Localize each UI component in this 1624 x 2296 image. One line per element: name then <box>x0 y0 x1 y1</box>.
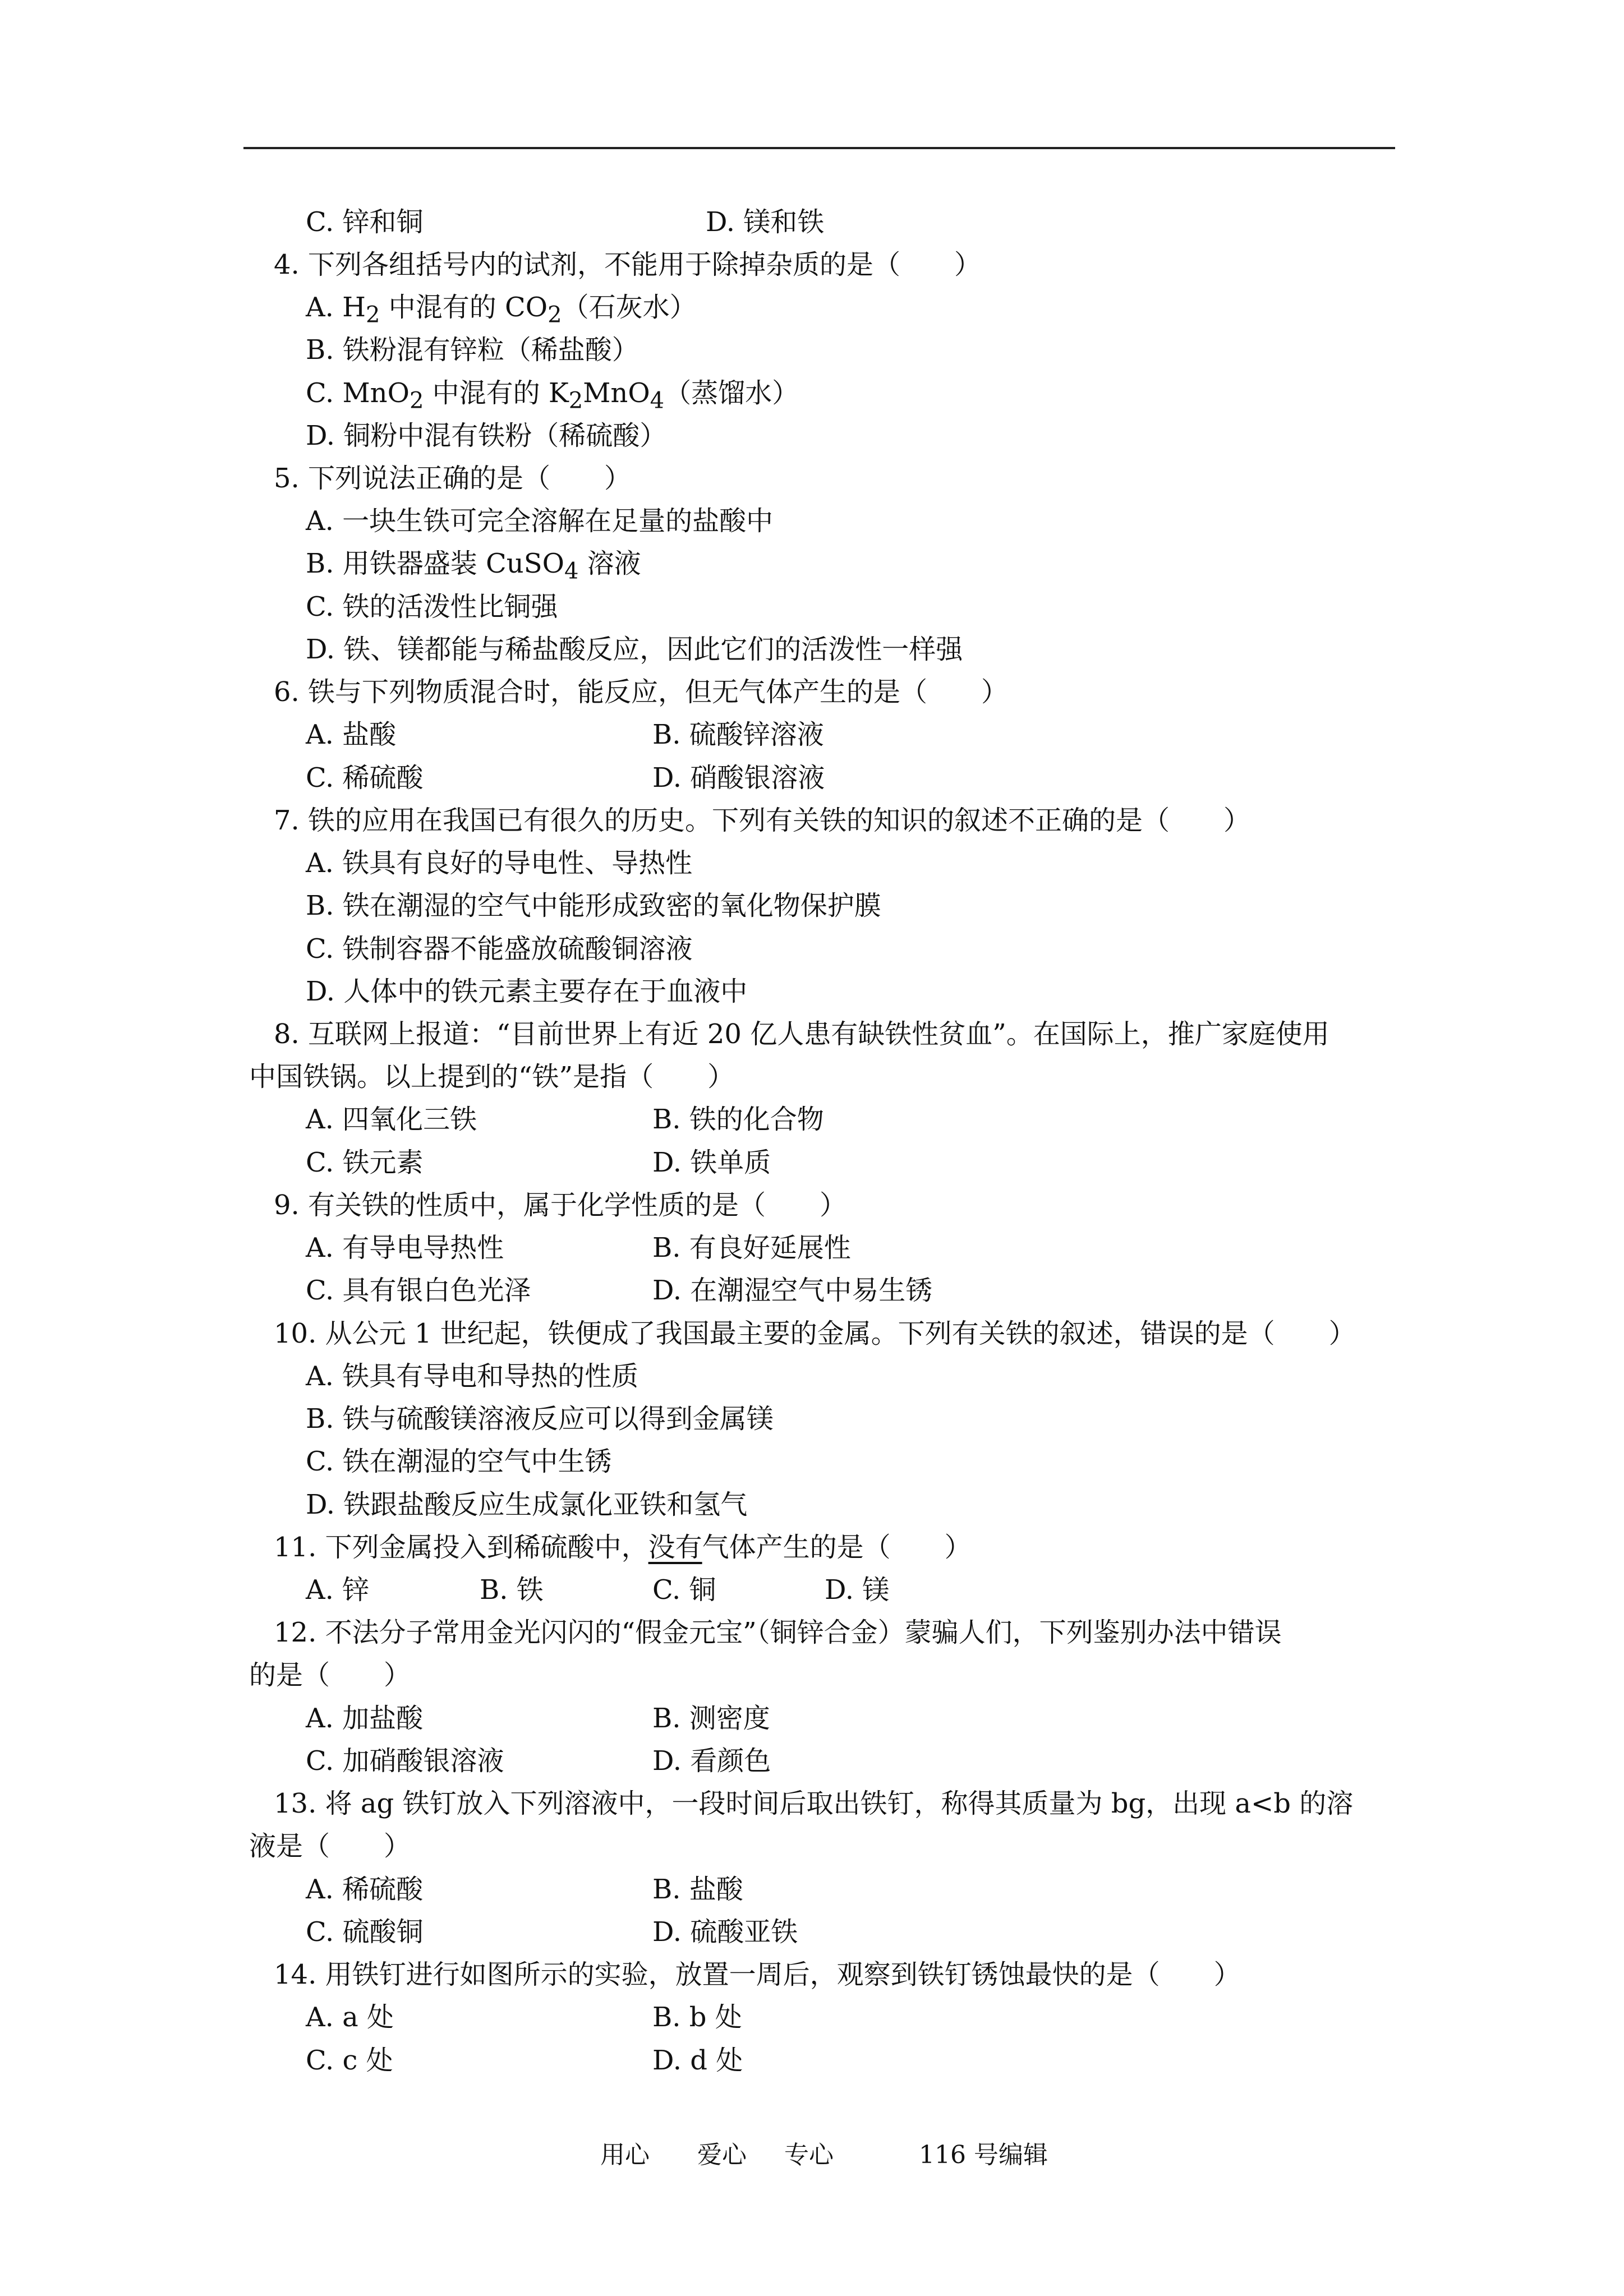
q14-option-b: B. b 处 <box>652 2002 742 2033</box>
q14-option-a: A. a 处 <box>306 2002 394 2033</box>
q12-option-a: A. 加盐酸 <box>306 1703 424 1734</box>
q14-option-d: D. d 处 <box>652 2045 743 2076</box>
footer-word-1: 用心 <box>600 2141 650 2169</box>
q13-option-c: C. 硫酸铜 <box>306 1916 424 1948</box>
q12-option-b: B. 测密度 <box>652 1703 770 1734</box>
q8-stem-continued: 中国铁锅。以上提到的“铁”是指（ ） <box>249 1061 735 1092</box>
q12-option-c: C. 加硝酸银溶液 <box>306 1745 504 1777</box>
q13-option-a: A. 稀硫酸 <box>306 1874 424 1905</box>
footer-word-3: 专心 <box>784 2141 834 2169</box>
q11-option-d: D. 镁 <box>825 1574 890 1606</box>
q7-option-a: A. 铁具有良好的导电性、导热性 <box>306 847 693 879</box>
q11-option-c: C. 铜 <box>652 1574 716 1606</box>
footer-word-2: 爱心 <box>697 2141 747 2169</box>
q7-stem: 7. 铁的应用在我国已有很久的历史。下列有关铁的知识的叙述不正确的是（ ） <box>274 805 1251 836</box>
q11-stem: 11. 下列金属投入到稀硫酸中，没有气体产生的是（ ） <box>274 1532 972 1563</box>
q4-option-c: C. MnO$_2$ 中混有的 $K_2MnO_4$（蒸馏水） <box>306 377 799 414</box>
footer-editor-note: 116 号编辑 <box>919 2141 1048 2169</box>
q11-option-a: A. 锌 <box>306 1574 370 1606</box>
q9-option-a: A. 有导电导热性 <box>306 1232 504 1264</box>
q10-stem: 10. 从公元 1 世纪起，铁便成了我国最主要的金属。下列有关铁的叙述，错误的是（ ） <box>274 1318 1356 1349</box>
q10-option-d: D. 铁跟盐酸反应生成氯化亚铁和氢气 <box>306 1489 748 1520</box>
q6-option-a: A. 盐酸 <box>306 719 397 750</box>
q12-stem: 12. 不法分子常用金光闪闪的“假金元宝”（铜锌合金）蒙骗人们，下列鉴别办法中错误 <box>274 1617 1282 1648</box>
q7-option-d: D. 人体中的铁元素主要存在于血液中 <box>306 976 748 1007</box>
q12-stem-continued: 的是（ ） <box>249 1659 411 1691</box>
q4-option-b: B. 铁粉混有锌粒（稀盐酸） <box>306 334 639 366</box>
q8-option-a: A. 四氧化三铁 <box>306 1104 477 1135</box>
q14-stem: 14. 用铁钉进行如图所示的实验，放置一周后，观察到铁钉锈蚀最快的是（ ） <box>274 1959 1241 1990</box>
q7-option-b: B. 铁在潮湿的空气中能形成致密的氧化物保护膜 <box>306 890 881 921</box>
q3-option-d: D. 镁和铁 <box>706 206 825 238</box>
q6-stem: 6. 铁与下列物质混合时，能反应，但无气体产生的是（ ） <box>274 676 1009 708</box>
q8-option-c: C. 铁元素 <box>306 1147 424 1178</box>
q5-option-a: A. 一块生铁可完全溶解在足量的盐酸中 <box>306 505 774 537</box>
q4-stem: 4. 下列各组括号内的试剂，不能用于除掉杂质的是（ ） <box>274 249 982 280</box>
q9-option-d: D. 在潮湿空气中易生锈 <box>652 1275 933 1306</box>
q11-option-b: B. 铁 <box>480 1574 544 1606</box>
q6-option-c: C. 稀硫酸 <box>306 762 424 794</box>
q5-option-b: B. 用铁器盛装 CuSO$_4$ 溶液 <box>306 548 641 584</box>
q8-option-b: B. 铁的化合物 <box>652 1104 824 1135</box>
header-rule <box>243 147 1395 149</box>
q4-option-a: A. $H_2$ 中混有的 $CO_2$（石灰水） <box>306 292 697 328</box>
q9-option-c: C. 具有银白色光泽 <box>306 1275 531 1306</box>
q8-option-d: D. 铁单质 <box>652 1147 771 1178</box>
q13-option-d: D. 硫酸亚铁 <box>652 1916 798 1948</box>
q13-stem: 13. 将 ag 铁钉放入下列溶液中，一段时间后取出铁钉，称得其质量为 bg，出现 a<b 的溶 <box>274 1788 1354 1819</box>
q9-stem: 9. 有关铁的性质中，属于化学性质的是（ ） <box>274 1190 847 1221</box>
q7-option-c: C. 铁制容器不能盛放硫酸铜溶液 <box>306 933 693 965</box>
q14-option-c: C. c 处 <box>306 2045 393 2076</box>
q5-stem: 5. 下列说法正确的是（ ） <box>274 463 632 494</box>
q11-underlined-word: 没有 <box>648 1532 702 1563</box>
q6-option-d: D. 硝酸银溶液 <box>652 762 825 794</box>
q3-option-c: C. 锌和铜 <box>306 206 424 238</box>
q4-option-d: D. 铜粉中混有铁粉（稀硫酸） <box>306 420 667 451</box>
q6-option-b: B. 硫酸锌溶液 <box>652 719 824 750</box>
q10-option-a: A. 铁具有导电和导热的性质 <box>306 1361 639 1392</box>
q8-stem: 8. 互联网上报道：“目前世界上有近 20 亿人患有缺铁性贫血”。在国际上，推广家庭使用 <box>274 1018 1329 1050</box>
q13-stem-continued: 液是（ ） <box>249 1831 411 1862</box>
q9-option-b: B. 有良好延展性 <box>652 1232 851 1264</box>
q5-option-d: D. 铁、镁都能与稀盐酸反应，因此它们的活泼性一样强 <box>306 634 963 665</box>
q12-option-d: D. 看颜色 <box>652 1745 771 1777</box>
q10-option-b: B. 铁与硫酸镁溶液反应可以得到金属镁 <box>306 1403 774 1435</box>
q13-option-b: B. 盐酸 <box>652 1874 743 1905</box>
q10-option-c: C. 铁在潮湿的空气中生锈 <box>306 1446 612 1477</box>
q5-option-c: C. 铁的活泼性比铜强 <box>306 591 558 623</box>
